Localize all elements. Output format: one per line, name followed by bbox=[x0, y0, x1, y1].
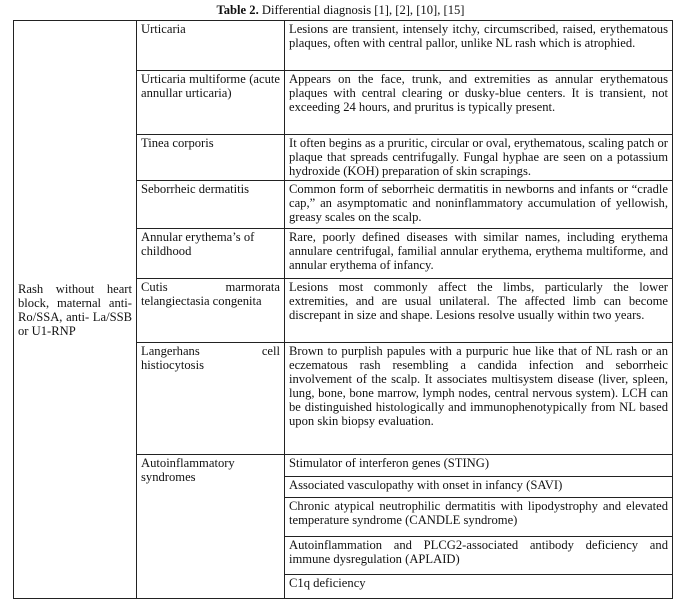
table-caption-label: Table 2. bbox=[216, 3, 259, 17]
autoinflammatory-item: C1q deficiency bbox=[285, 575, 673, 599]
condition-cell: Tinea corporis bbox=[137, 135, 285, 181]
condition-cell: Cutis marmorata telangiectasia congenita bbox=[137, 279, 285, 343]
table-row bbox=[14, 21, 673, 71]
autoinflammatory-item: Associated vasculopathy with onset in infancy (SAVI) bbox=[285, 477, 673, 498]
condition-cell: Autoinflammatory syndromes bbox=[137, 455, 285, 599]
description-cell: Rare, poorly defined diseases with similar names, including erythema annulare centrifugal, familial annular erythema, erythema multiforme, and annular erythema of infancy. bbox=[285, 229, 673, 279]
autoinflammatory-item: Autoinflammation and PLCG2-associated antibody deficiency and immune dysregulation (APLAID) bbox=[285, 537, 673, 575]
condition-cell: Annular erythema’s of childhood bbox=[137, 229, 285, 279]
condition-cell: Langerhans cell histiocytosis bbox=[137, 343, 285, 455]
differential-diagnosis-table bbox=[13, 20, 673, 599]
autoinflammatory-item: Stimulator of interferon genes (STING) bbox=[285, 455, 673, 477]
table-caption-text: Differential diagnosis [1], [2], [10], [15] bbox=[258, 3, 465, 17]
description-cell: Brown to purplish papules with a purpuric hue like that of NL rash or an eczematous rash resembling a candida infection and seborrheic involvement of the scalp. It associates multisystem disease (liver, spleen, lung, bone, bone marrow, lymph nodes, central nervous system). LCH can be distinguished histologically and immunophenotypically from NL based upon skin biopsy evaluation. bbox=[285, 343, 673, 455]
condition-cell: Urticaria bbox=[137, 21, 285, 71]
description-cell: Lesions are transient, intensely itchy, circumscribed, raised, erythematous plaques, often with central pallor, unlike NL rash which is atrophied. bbox=[285, 21, 673, 71]
condition-cell: Urticaria multiforme (acute annullar urticaria) bbox=[137, 71, 285, 135]
condition-cell: Seborrheic dermatitis bbox=[137, 181, 285, 229]
description-cell: Lesions most commonly affect the limbs, particularly the lower extremities, and are usual unilateral. The affected limb can become discrepant in size and shape. Lesions resolve usually within two years. bbox=[285, 279, 673, 343]
description-cell: Common form of seborrheic dermatitis in newborns and infants or “cradle cap,” an asymptomatic and noninflammatory accumulation of yellowish, greasy scales on the scalp. bbox=[285, 181, 673, 229]
description-cell: It often begins as a pruritic, circular or oval, erythematous, scaling patch or plaque that spreads centrifugally. Fungal hyphae are seen on a potassium hydroxide (KOH) preparation of skin scrapings. bbox=[285, 135, 673, 181]
autoinflammatory-item: Chronic atypical neutrophilic dermatitis with lipodystrophy and elevated temperature syndrome (CANDLE syndrome) bbox=[285, 498, 673, 537]
description-cell: Appears on the face, trunk, and extremities as annular erythematous plaques with central clearing or dusky-blue centers. It is transient, not exceeding 24 hours, and pruritus is typically present. bbox=[285, 71, 673, 135]
table-caption bbox=[0, 3, 681, 17]
group-label-cell: Rash without heart block, maternal anti- Ro/SSA, anti- La/SSB or U1-RNP bbox=[14, 21, 137, 599]
